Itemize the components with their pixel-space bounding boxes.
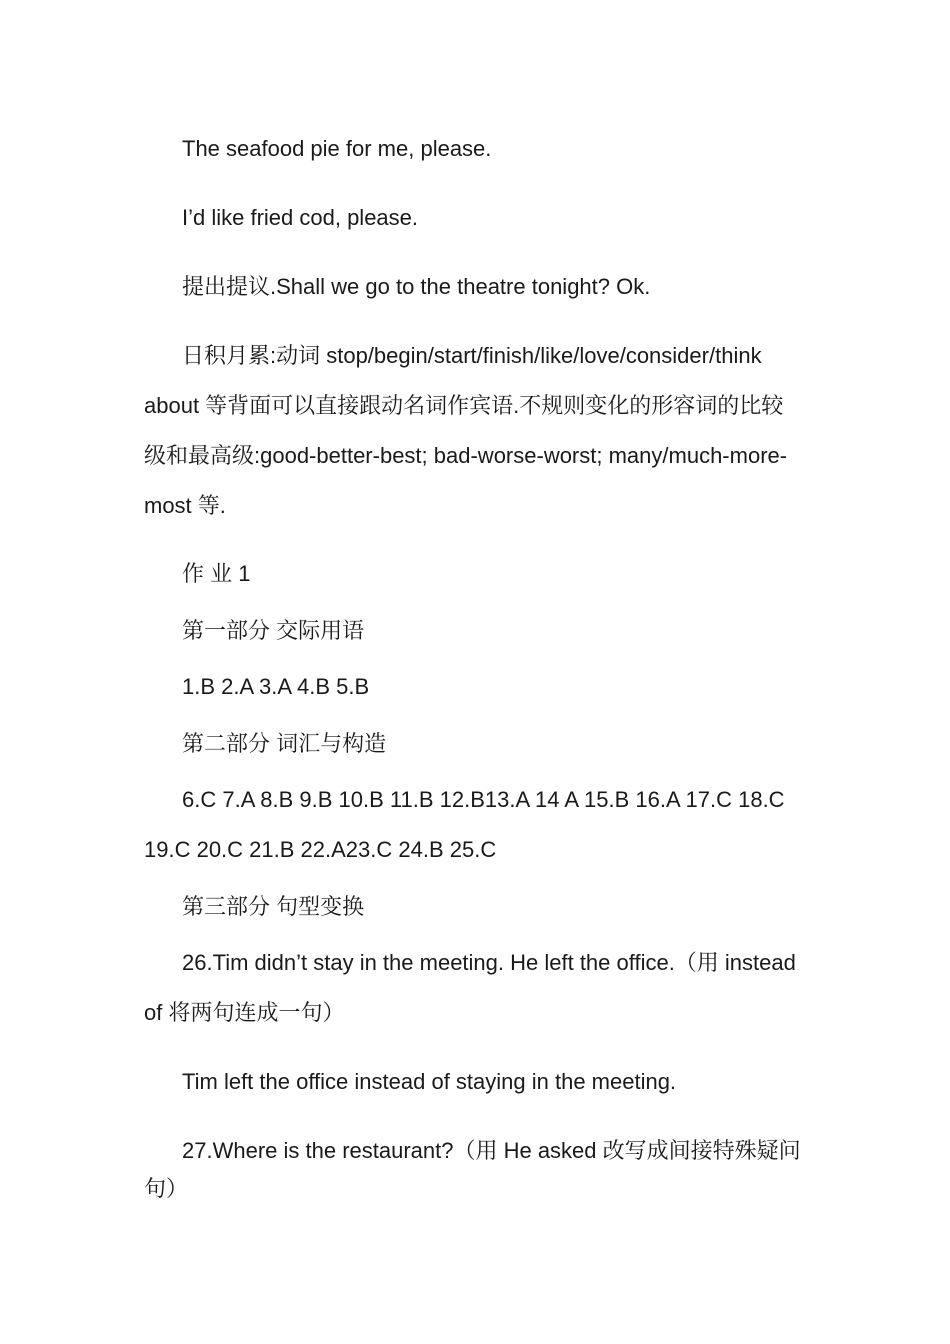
question-26-line-1: 26.Tim didn’t stay in the meeting. He left the office.（用 instead	[182, 950, 796, 975]
answer-26: Tim left the office instead of staying in the meeting.	[182, 1069, 677, 1094]
section-heading-homework: 作 业 1	[182, 561, 251, 586]
text-line-gerund: about 等背面可以直接跟动名词作宾语.不规则变化的形容词的比较	[144, 393, 784, 418]
text-line-suggestion: 提出提议.Shall we go to the theatre tonight? Ok.	[182, 274, 651, 299]
question-26-line-2: of 将两句连成一句）	[144, 1000, 345, 1025]
answers-part-1: 1.B 2.A 3.A 4.B 5.B	[182, 674, 370, 699]
section-heading-part-3: 第三部分 句型变换	[182, 894, 365, 919]
section-heading-part-1: 第一部分 交际用语	[182, 618, 365, 643]
text-line-seafood-pie: The seafood pie for me, please.	[182, 136, 492, 161]
text-line-comparatives: 级和最高级:good-better-best; bad-worse-worst; many/much-more-	[144, 443, 788, 468]
answers-part-2-line-1: 6.C 7.A 8.B 9.B 10.B 11.B 12.B13.A 14 A 15.B 16.A 17.C 18.C	[182, 787, 785, 812]
text-line-fried-cod: I’d like fried cod, please.	[182, 205, 419, 230]
answers-part-2-line-2: 19.C 20.C 21.B 22.A23.C 24.B 25.C	[144, 837, 497, 862]
question-27-line-1: 27.Where is the restaurant?（用 He asked 改写成间接特殊疑问	[182, 1138, 801, 1163]
text-line-verbs: 日积月累:动词 stop/begin/start/finish/like/love/consider/think	[182, 343, 762, 368]
text-line-most: most 等.	[144, 493, 226, 518]
question-27-line-2: 句）	[144, 1176, 189, 1201]
section-heading-part-2: 第二部分 词汇与构造	[182, 731, 387, 756]
